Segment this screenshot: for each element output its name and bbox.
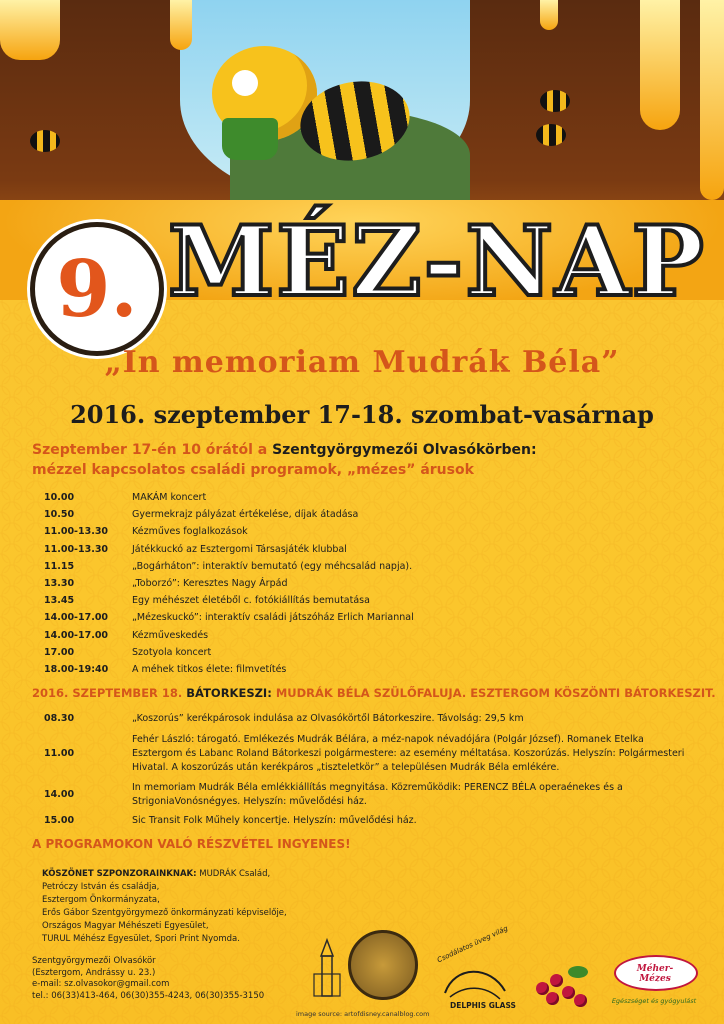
schedule-event: „Toborzó”: Keresztes Nagy Árpád: [132, 578, 288, 590]
honey-drip: [0, 0, 60, 60]
meher-tagline: Egészséget és gyógyulást: [611, 997, 697, 1005]
meher-mezes-logo: [608, 955, 700, 1013]
schedule-time: 13.45: [44, 595, 75, 607]
schedule-event: A méhek titkos élete: filmvetítés: [132, 663, 287, 675]
honey-pot: [222, 118, 278, 160]
section-2-heading: [32, 686, 716, 700]
sponsor-name: Esztergom Önkormányzata,: [42, 895, 160, 905]
schedule-row: [44, 712, 694, 726]
free-notice: A PROGRAMOKON VALÓ RÉSZVÉTEL INGYENES!: [32, 837, 351, 851]
schedule-time: 14.00-17.00: [44, 612, 109, 624]
sponsors: [42, 868, 372, 946]
schedule-row: [44, 506, 414, 523]
schedule-event: In memoriam Mudrák Béla emlékkiállítás megnyitása. Közreműködik: PERENCZ BÉLA operaénekes és a StrigoniaVonósnégyes. Helyszín: művelődési ház.: [132, 782, 623, 807]
sponsor-name: Erős Gábor Szentgyörgymező önkormányzati képviselője,: [42, 908, 287, 918]
schedule-row: [44, 558, 414, 575]
intro: [32, 440, 537, 480]
schedule-row: [44, 489, 414, 506]
sponsor-name: TURUL Méhész Egyesület, Spori Print Nyomda.: [42, 934, 240, 944]
intro-line-1: [32, 440, 537, 460]
schedule-time: 17.00: [44, 646, 75, 658]
schedule-row: [44, 781, 694, 809]
schedule-event: Gyermekrajz pályázat értékelése, díjak átadása: [132, 509, 359, 521]
schedule-row: [44, 541, 414, 558]
contact-name: Szentgyörgymezői Olvasókör: [32, 956, 156, 966]
schedule-time: 11.00-13.30: [44, 543, 109, 555]
honey-drip: [700, 0, 724, 200]
meher-name: Méher-Mézes: [636, 964, 674, 984]
contact-info: [32, 956, 264, 1002]
schedule-day-2: [44, 712, 694, 835]
intro-place: Szentgyörgymezői Olvasókörben:: [272, 442, 537, 458]
schedule-row: [44, 644, 414, 661]
schedule-time: 10.00: [44, 492, 75, 504]
sponsor-name: Országos Magyar Méhészeti Egyesület,: [42, 921, 209, 931]
schedule-event: Fehér László: tárogató. Emlékezés Mudrák Bélára, a méz-napok névadójára (Polgár József). Romanek Etelka Esztergom és Labanc Roland Bátorkeszi polgármestere: az esemény méltatása. Koszorúzás. Helyszín: Polgármesteri Hivatal. A koszorúzás után kerékpáros „tiszteletkör” a településen Mudrák Béla emlékére.: [132, 734, 685, 773]
edition-badge: [30, 222, 164, 356]
schedule-time: 08.30: [44, 713, 75, 724]
schedule-event: „Mézeskuckó”: interaktív családi játszóház Erlich Mariannal: [132, 612, 414, 624]
sponsors-first-line: [42, 868, 372, 881]
schedule-row: [44, 609, 414, 626]
schedule-row: [44, 575, 414, 592]
raspberry-logo: [532, 962, 594, 1012]
berry: [574, 994, 587, 1007]
section-2-place: BÁTORKESZI:: [186, 686, 276, 700]
schedule-row: [44, 627, 414, 644]
delphis-glass-logo: [430, 924, 520, 1015]
schedule-event: MAKÁM koncert: [132, 492, 207, 504]
church-logo: [312, 938, 342, 998]
contact-address: (Esztergom, Andrássy u. 23.): [32, 967, 156, 978]
schedule-time: 11.00: [44, 748, 75, 759]
bee-eye: [232, 70, 258, 96]
schedule-day-1: [44, 489, 414, 678]
berry: [562, 986, 575, 999]
leaf: [568, 966, 588, 978]
page-title: MÉZ-NAP: [168, 205, 706, 318]
schedule-event: Egy méhészet életéből c. fotókiállítás bemutatása: [132, 595, 370, 607]
berry: [546, 992, 559, 1005]
small-bee: [30, 130, 60, 152]
contact-phone: tel.: 06(33)413-464, 06(30)355-4243, 06(30)355-3150: [32, 990, 265, 1001]
section-2-text: MUDRÁK BÉLA SZÜLŐFALUJA. ESZTERGOM KÖSZÖNTI BÁTORKESZIT.: [275, 686, 716, 700]
schedule-event: Játékkuckó az Esztergomi Társasjáték klubbal: [132, 543, 347, 555]
berry: [550, 974, 563, 987]
delphis-name: DELPHIS GLASS: [450, 1001, 516, 1010]
schedule-time: 11.00-13.30: [44, 526, 109, 538]
schedule-time: 13.30: [44, 578, 75, 590]
schedule-time: 18.00-19:40: [44, 663, 109, 675]
schedule-row: [44, 814, 694, 828]
schedule-event: Kézműveskedés: [132, 629, 209, 641]
sponsor-name: MUDRÁK Család,: [196, 869, 271, 879]
schedule-row: [44, 733, 694, 775]
schedule-event: „Koszorús” kerékpárosok indulása az Olvasókörtől Bátorkeszire. Távolság: 29,5 km: [132, 713, 524, 724]
schedule-time: 10.50: [44, 509, 75, 521]
honey-drip: [170, 0, 192, 50]
schedule-time: 11.15: [44, 560, 75, 572]
intro-prefix: Szeptember 17-én 10 órától a: [32, 442, 273, 458]
schedule-row: [44, 592, 414, 609]
schedule-event: Kézműves foglalkozások: [132, 526, 248, 538]
small-bee: [540, 90, 570, 112]
event-dates: 2016. szeptember 17-18. szombat-vasárnap: [70, 400, 654, 429]
schedule-row: [44, 661, 414, 678]
image-source: image source: artofdisney.canalblog.com: [296, 1010, 430, 1018]
contact-email[interactable]: e-mail: sz.olvasokor@gmail.com: [32, 979, 170, 989]
schedule-time: 15.00: [44, 815, 75, 826]
subtitle: „In memoriam Mudrák Béla”: [104, 345, 620, 380]
sponsor-name: Petróczy István és családja,: [42, 882, 160, 892]
schedule-event: Sic Transit Folk Műhely koncertje. Helyszín: művelődési ház.: [132, 815, 417, 826]
section-2-date: 2016. SZEPTEMBER 18.: [32, 686, 187, 700]
delphis-tagline: Csodálatos üveg világ: [436, 924, 510, 965]
small-bee: [536, 124, 566, 146]
honey-drip: [640, 0, 680, 130]
schedule-time: 14.00-17.00: [44, 629, 109, 641]
intro-line-2: mézzel kapcsolatos családi programok, „mézes” árusok: [32, 462, 474, 478]
sponsors-heading: KÖSZÖNET SZPONZORAINKNAK:: [42, 869, 197, 879]
schedule-time: 14.00: [44, 789, 75, 800]
schedule-row: [44, 523, 414, 540]
schedule-event: Szotyola koncert: [132, 646, 212, 658]
seal-logo: [348, 930, 418, 1000]
schedule-event: „Bogárháton”: interaktív bemutató (egy méhcsalád napja).: [132, 560, 413, 572]
edition-number: 9.: [56, 243, 138, 335]
honey-drip: [540, 0, 558, 30]
